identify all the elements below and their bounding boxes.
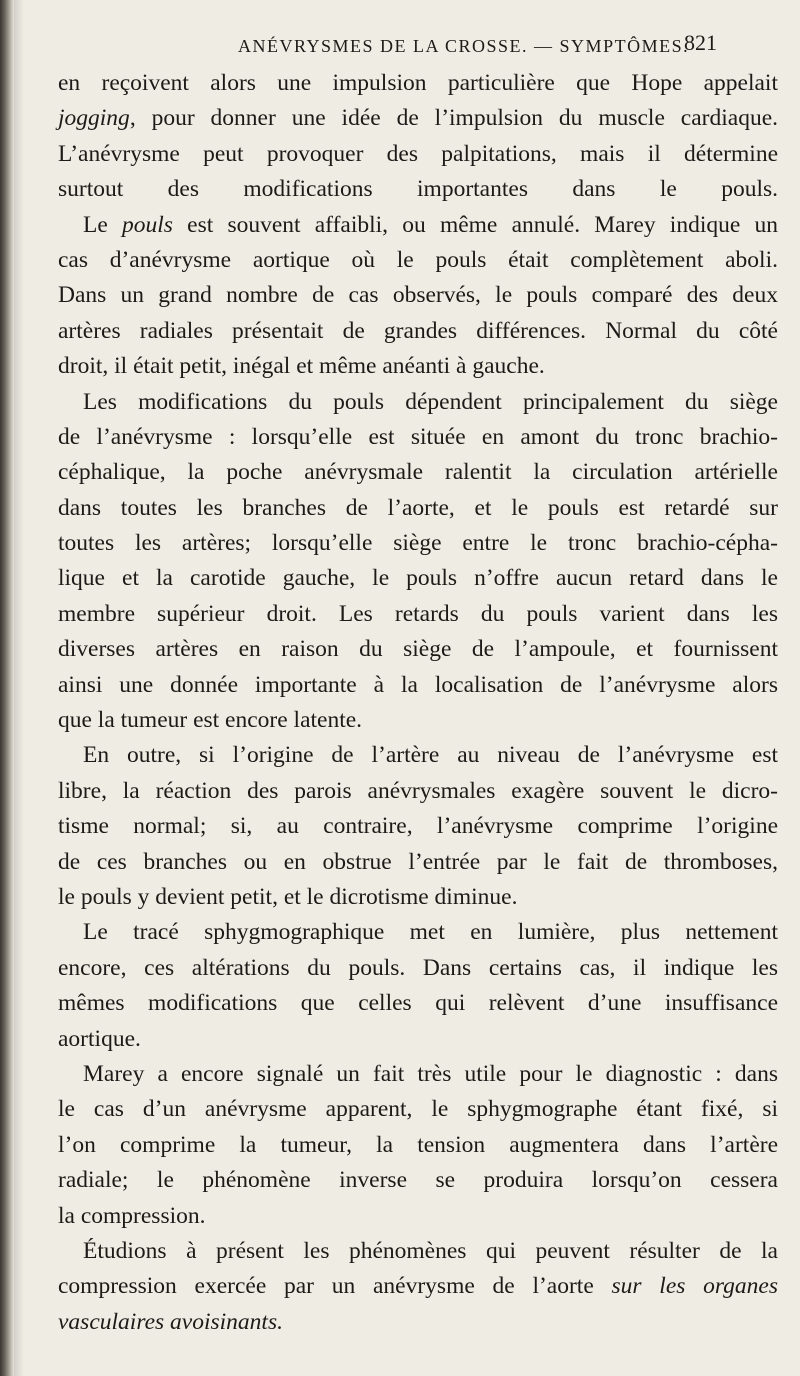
text-line: toutes les artères; lorsqu’elle siège entre le tronc brachio-cépha- [58,530,778,557]
text-line: la compression. [58,1202,206,1229]
text-line: Dans un grand nombre de cas observés, le pouls comparé des deux [58,282,778,309]
text-line: vasculaires avoisinants. [58,1308,283,1335]
running-head: ANÉVRYSMES DE LA CROSSE. — SYMPTÔMES. [238,36,690,56]
text-line: Les modifications du pouls dépendent principalement du siège [83,388,778,415]
text-line: le cas d’un anévrysme apparent, le sphygmographe étant fixé, si [58,1096,778,1123]
text-line: que la tumeur est encore latente. [58,707,363,734]
body-text [58,66,778,1340]
page-header [58,30,778,64]
text-line: radiale; le phénomène inverse se produira lorsqu’on cessera [58,1167,778,1194]
text-line: encore, ces altérations du pouls. Dans certains cas, il indique les [58,954,778,981]
text-line: En outre, si l’origine de l’artère au niveau de l’anévrysme est [83,742,778,769]
text-line: surtout des modifications importantes dans le pouls. [58,176,778,203]
text-line: dans toutes les branches de l’aorte, et le pouls est retardé sur [58,494,778,521]
text-line: ainsi une donnée importante à la localisation de l’anévrysme alors [58,671,778,698]
text-line: l’on comprime la tumeur, la tension augmentera dans l’artère [58,1131,778,1158]
text-line: de l’anévrysme : lorsqu’elle est située en amont du tronc brachio- [58,423,778,450]
text-line: tisme normal; si, au contraire, l’anévrysme comprime l’origine [58,813,778,840]
text-line: diverses artères en raison du siège de l’ampoule, et fournissent [58,636,778,663]
text-line: compression exercée par un anévrysme de l’aorte sur les organes [58,1273,778,1300]
text-line: Étudions à présent les phénomènes qui peuvent résulter de la [83,1237,778,1264]
text-line: en reçoivent alors une impulsion particulière que Hope appelait [58,70,778,96]
text-line: artères radiales présentait de grandes différences. Normal du côté [58,317,778,344]
text-line: aortique. [58,1025,141,1052]
text-line: lique et la carotide gauche, le pouls n’offre aucun retard dans le [58,565,778,592]
text-line: cas d’anévrysme aortique où le pouls était complètement aboli. [58,246,778,273]
text-line: jogging, pour donner une idée de l’impulsion du muscle cardiaque. [58,105,778,132]
book-binding-edge [0,0,14,1376]
text-line: Le pouls est souvent affaibli, ou même annulé. Marey indique un [83,211,779,238]
text-line: le pouls y devient petit, et le dicrotisme diminue. [58,883,518,910]
text-line: Le tracé sphygmographique met en lumière, plus nettement [83,919,778,946]
text-line: céphalique, la poche anévrysmale ralentit la circulation artérielle [58,459,778,486]
text-line: Marey a encore signalé un fait très utile pour le diagnostic : dans [83,1060,778,1087]
gutter-shadow [14,0,24,1376]
page-number: 821 [684,30,717,55]
text-line: de ces branches ou en obstrue l’entrée par le fait de thromboses, [58,848,778,875]
text-line: membre supérieur droit. Les retards du pouls varient dans les [58,600,778,627]
text-line: libre, la réaction des parois anévrysmales exagère souvent le dicro- [58,777,778,804]
text-line: mêmes modifications que celles qui relèvent d’une insuffisance [58,990,778,1017]
text-line: L’anévrysme peut provoquer des palpitations, mais il détermine [58,140,778,167]
text-line: droit, il était petit, inégal et même anéanti à gauche. [58,353,545,380]
